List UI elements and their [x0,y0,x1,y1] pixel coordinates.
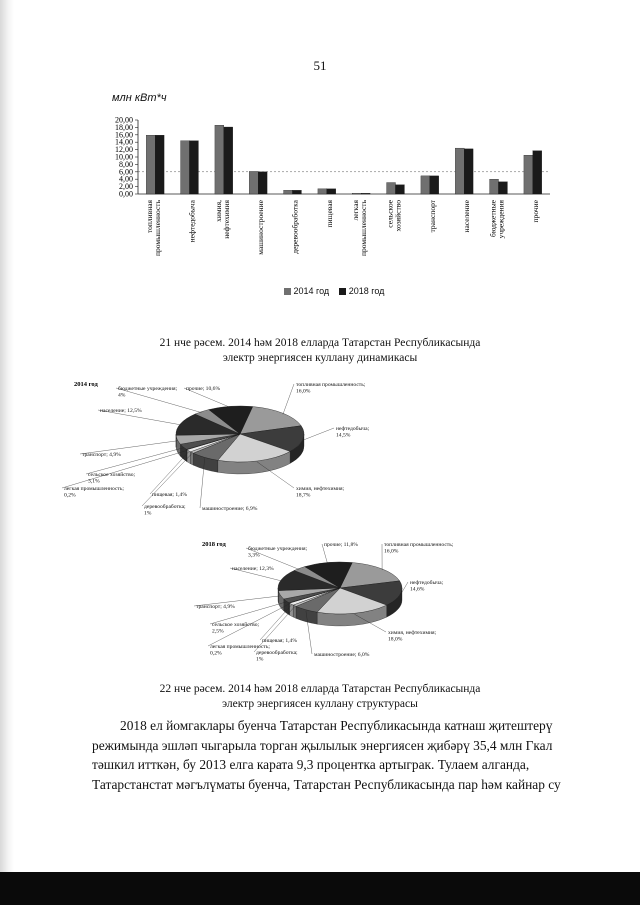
pie-2018 год-label-5: пищевая; 1,4% [262,638,298,644]
bar-2014-1 [181,141,190,194]
bar-x-label-line: легкая [351,200,361,221]
body-paragraph [92,716,598,794]
pie-2018 год-label-0: топливная промышленность; [384,542,454,548]
pie-leader-line [150,452,189,494]
bar-x-label-line: население [462,200,472,233]
bar-legend [284,286,384,296]
bar-2014-9 [455,148,464,194]
bar-2018-10 [499,182,508,194]
pie-2014 год-label-11: прочие; 10,6% [186,386,221,392]
bar-2018-8 [430,176,439,194]
bar-x-label-11 [531,199,540,222]
chart-y-unit: млн кВт*ч [112,92,167,104]
pie-chart-2018 [140,536,520,666]
pie-2018 год-label-1: 14,6% [410,586,425,593]
bar-x-label-line: машиностроение [256,200,266,255]
pie-2018 год-label-8: транспорт; 4,9% [196,604,235,610]
bar-x-label-line: прочие [530,200,540,223]
pie-2014 год-label-0: 16,0% [296,388,311,395]
pie-2018 год-label-7: сельское хозяйство; [212,622,260,628]
pie-2014 год-label-7: сельское хозяйство; [88,472,136,478]
bar-x-label-line: промышленность [359,200,369,256]
bar-y-tick-label: 20,00 [115,115,133,125]
figure-21-caption-line1: 21 нче рәсем. 2014 һәм 2018 елларда Татарстан Республикасында [159,337,481,349]
bar-y-tick-label: 10,00 [115,152,133,162]
bar-x-label-line: нефтехимия [221,200,231,239]
figure-21-caption-line2: электр энергиясен куллану динамикасы [222,352,418,364]
bar-x-label-5 [325,199,334,227]
legend-swatch-2018 [339,288,346,295]
legend-label-2018: 2018 год [348,286,385,296]
bar-y-tick-label: 6,00 [119,167,133,177]
bar-2018-5 [327,189,336,194]
pie-2014 год-label-4: 1% [144,510,152,517]
pie-2014 год-label-5: пищевая; 1,4% [152,492,188,498]
pie-chart-2014 [60,372,500,532]
pie-2018 год-label-4: деревообработка; [256,650,298,656]
bar-y-tick-label: 12,00 [115,145,133,155]
legend-label-2014: 2014 год [293,286,330,296]
bar-x-label-line: нефтедобыча [187,200,197,243]
bar-2014-7 [387,183,396,194]
bar-x-label-10 [489,199,506,238]
paragraph-line-3: тәшкил итткән, бу 2013 елга карата 9,3 процентка артыграк. Тулаем алганда, [92,757,530,772]
pie-2018 год-label-7: 2,5% [212,628,224,635]
bar-2018-1 [190,141,199,194]
pie-2014 год-label-10: 4% [118,392,126,399]
bar-2018-0 [155,135,164,194]
paragraph-line-4: Татарстанстат мәгълүматы буенча, Татарстан Республикасында пар һәм кайнар су [92,776,561,792]
bar-2018-11 [533,151,542,194]
pie-leader-line [62,451,187,488]
bar-y-tick-label: 18,00 [115,122,133,132]
bar-2014-0 [146,135,155,194]
bar-x-label-line: бюджетные [488,200,498,237]
pie-leader-line [142,453,192,506]
bar-y-tick-label: 16,00 [115,130,133,140]
bar-x-label-line: топливная [145,200,155,234]
bar-x-label-line: деревообработка [290,200,300,254]
pie-2014 год-label-6: 0,2% [64,492,76,499]
pie-leader-line [283,384,294,414]
bar-2014-4 [284,190,293,194]
figure-22-caption-line2: электр энергиясен куллану структурасы [222,698,418,710]
pie-2018 год-side-4 [293,605,296,618]
bar-x-label-6 [351,199,368,256]
bar-x-label-2 [214,199,231,238]
bar-2014-5 [318,189,327,194]
scan-edge-left [0,0,14,905]
bar-2014-3 [249,171,258,194]
pie-2018 год-label-11: прочие; 11,8% [324,542,358,548]
legend-swatch-2014 [284,288,291,295]
bar-2014-6 [352,193,361,194]
bar-y-tick-label: 14,00 [115,137,133,147]
bar-x-label-9 [462,199,471,232]
pie-2014 год-label-1: 14,5% [336,432,351,439]
bar-y-tick-label: 4,00 [119,174,133,184]
pie-2014 год-label-2: 18,7% [296,492,311,499]
pie-2014 год-label-9: население; 12,5% [100,408,142,414]
bar-2018-2 [224,127,233,194]
bar-2014-8 [421,176,430,194]
bar-x-label-line: хозяйство [393,200,403,232]
pie-2018 год-label-3: машиностроение; 6,0% [314,652,370,658]
paragraph-line-2: режимында эшләп чыгарыла торган җылылык энергиясен җибәрү 35,4 млн Гкал [92,737,553,753]
figure-22-caption [120,682,520,712]
pie-2018 год-label-10: 3,3% [248,552,260,559]
bar-2018-3 [258,172,267,194]
pie-2014 год-label-0: топливная промышленность; [296,382,366,388]
pie-2014 год-label-8: транспорт; 4,9% [82,452,121,458]
bar-2018-7 [396,185,405,194]
bar-x-label-line: пищевая [324,200,334,228]
pie-2018 год-label-2: химия, нефтехимия; [388,630,437,636]
pie-2014 год-label-4: деревообработка; [144,504,186,510]
bar-y-tick-label: 2,00 [119,182,133,192]
bar-x-label-line: учреждения [496,200,506,239]
pie-2018 год-label-10: бюджетные учреждения; [248,546,308,552]
figure-22-caption-line1: 22 нче рәсем. 2014 һәм 2018 елларда Татарстан Республикасында [159,683,481,695]
bar-2014-11 [524,155,533,194]
bar-2018-6 [361,193,370,194]
pie-2018 год-label-1: нефтедобыча; [410,580,444,586]
pie-2014 год-label-7: 3,1% [88,478,100,485]
pie-2014 год-label-10: бюджетные учреждения; [118,386,178,392]
bar-2018-9 [464,149,473,194]
scan-edge-bottom [0,872,640,905]
bar-x-label-1 [188,199,197,242]
pie-2018-title: 2018 год [202,541,226,548]
pie-2018 год-label-6: легкая промышленность; [210,644,270,650]
page-number: 51 [313,58,327,73]
pie-2018 год-label-9: население; 12,3% [232,566,274,572]
pie-2018 год-label-0: 16,0% [384,548,399,555]
pie-2014 год-label-1: нефтедобыча; [336,426,370,432]
bar-x-label-8 [428,199,437,232]
pie-2014 год-label-2: химия, нефтехимия; [296,486,345,492]
pie-2014 год-label-6: легкая промышленность; [64,486,124,492]
bar-x-label-4 [291,199,300,253]
bar-x-label-line: химия, [213,200,223,222]
bar-x-label-7 [386,199,403,231]
paragraph-line-1: 2018 ел йомгаклары буенча Татарстан Республикасында катнаш җитештерү [120,718,553,733]
bar-2014-10 [490,179,499,194]
bar-y-tick-label: 8,00 [119,159,133,169]
bar-2018-4 [293,190,302,194]
pie-leader-line [303,428,334,440]
pie-2018 год-label-6: 0,2% [210,650,222,657]
bar-x-label-line: промышленность [153,200,163,256]
pie-2018 год-label-2: 18,0% [388,636,403,643]
bar-y-tick-label: 0,00 [119,189,133,199]
pie-2014-title: 2014 год [74,381,98,388]
bar-x-label-0 [145,199,162,256]
pie-2018 год-label-4: 1% [256,656,264,663]
bar-2014-2 [215,125,224,194]
pie-2014 год-label-3: машиностроение; 6,9% [202,506,258,512]
bar-x-label-line: сельское [385,200,395,228]
bar-x-label-line: транспорт [427,200,437,233]
pie-leader-line [260,605,291,640]
bar-x-label-3 [256,199,265,254]
pie-2014 год-side-4 [191,452,194,465]
figure-21-caption [120,336,520,366]
bar-chart [90,108,560,308]
